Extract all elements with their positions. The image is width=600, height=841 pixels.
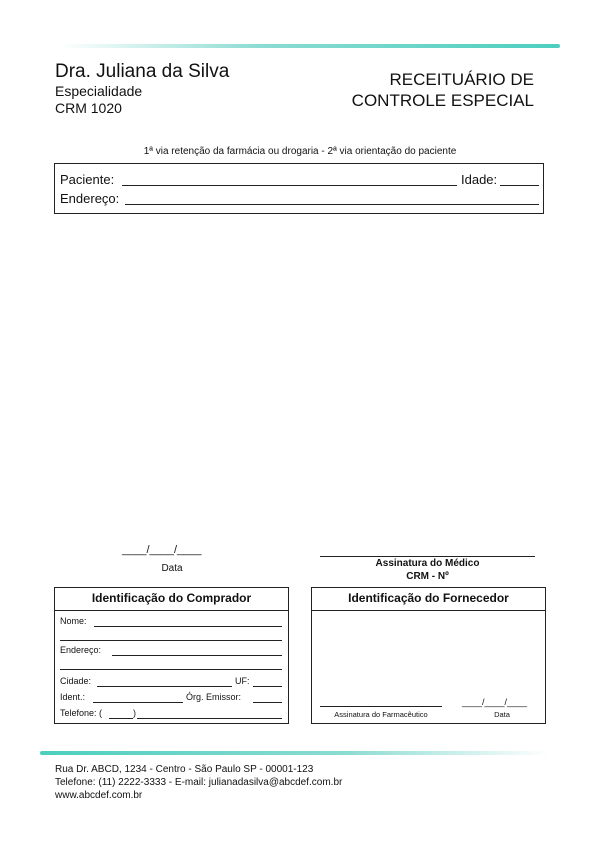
age-label: Idade: <box>461 172 498 187</box>
prescription-date-field[interactable]: ____/____/____ <box>122 544 202 556</box>
supplier-date-label: Data <box>494 710 510 719</box>
footer-website: www.abcdef.com.br <box>55 790 143 801</box>
top-accent-bar <box>60 44 560 48</box>
supplier-box-title: Identificação do Fornecedor <box>312 588 545 611</box>
buyer-name-field[interactable] <box>94 626 282 627</box>
buyer-city-label: Cidade: <box>60 676 92 686</box>
buyer-name-label: Nome: <box>60 616 87 626</box>
doctor-signature-label: Assinatura do Médico <box>375 558 480 569</box>
buyer-box-title: Identificação do Comprador <box>55 588 288 611</box>
buyer-issuer-label: Órg. Emissor: <box>186 692 242 702</box>
buyer-phone-area-field[interactable] <box>109 718 133 719</box>
buyer-name-field-2[interactable] <box>60 640 282 641</box>
address-label: Endereço: <box>60 191 120 206</box>
buyer-city-field[interactable] <box>97 686 232 687</box>
buyer-address-label: Endereço: <box>60 645 102 655</box>
buyer-id-field[interactable] <box>93 702 183 703</box>
buyer-address-field[interactable] <box>112 655 282 656</box>
bottom-accent-bar <box>40 751 550 755</box>
patient-label: Paciente: <box>60 172 115 187</box>
doctor-signature-line[interactable] <box>320 556 535 557</box>
buyer-phone-field[interactable] <box>137 718 282 719</box>
doctor-crm: CRM 1020 <box>55 100 122 116</box>
patient-address-field[interactable] <box>125 204 539 205</box>
patient-age-field[interactable] <box>500 185 539 186</box>
patient-box <box>54 163 544 214</box>
patient-name-field[interactable] <box>122 185 457 186</box>
copies-instruction: 1ª via retenção da farmácia ou drogaria - 2ª via orientação do paciente <box>143 146 457 157</box>
doctor-crm-label: CRM - Nº <box>406 571 449 582</box>
footer-contact: Telefone: (11) 2222-3333 - E-mail: julianadasilva@abcdef.com.br <box>55 777 343 788</box>
date-label: Data <box>161 563 183 574</box>
supplier-box <box>311 587 546 724</box>
buyer-issuer-field[interactable] <box>253 702 282 703</box>
doctor-specialty: Especialidade <box>55 83 143 99</box>
buyer-uf-field[interactable] <box>253 686 282 687</box>
pharmacist-signature-line[interactable] <box>320 706 442 707</box>
buyer-address-field-2[interactable] <box>60 669 282 670</box>
buyer-uf-label: UF: <box>235 676 250 686</box>
buyer-phone-label: Telefone: ( <box>60 708 103 718</box>
pharmacist-signature-label: Assinatura do Farmacêutico <box>334 710 428 719</box>
buyer-box <box>54 587 289 724</box>
buyer-phone-paren: ) <box>133 708 136 718</box>
document-title-line2: CONTROLE ESPECIAL <box>351 91 534 110</box>
supplier-date-field[interactable]: ____/____/____ <box>462 697 528 707</box>
footer-address: Rua Dr. ABCD, 1234 - Centro - São Paulo SP - 00001-123 <box>55 764 314 775</box>
document-title-line1: RECEITUÁRIO DE <box>389 70 534 89</box>
doctor-name: Dra. Juliana da Silva <box>55 61 230 82</box>
buyer-id-label: Ident.: <box>60 692 86 702</box>
